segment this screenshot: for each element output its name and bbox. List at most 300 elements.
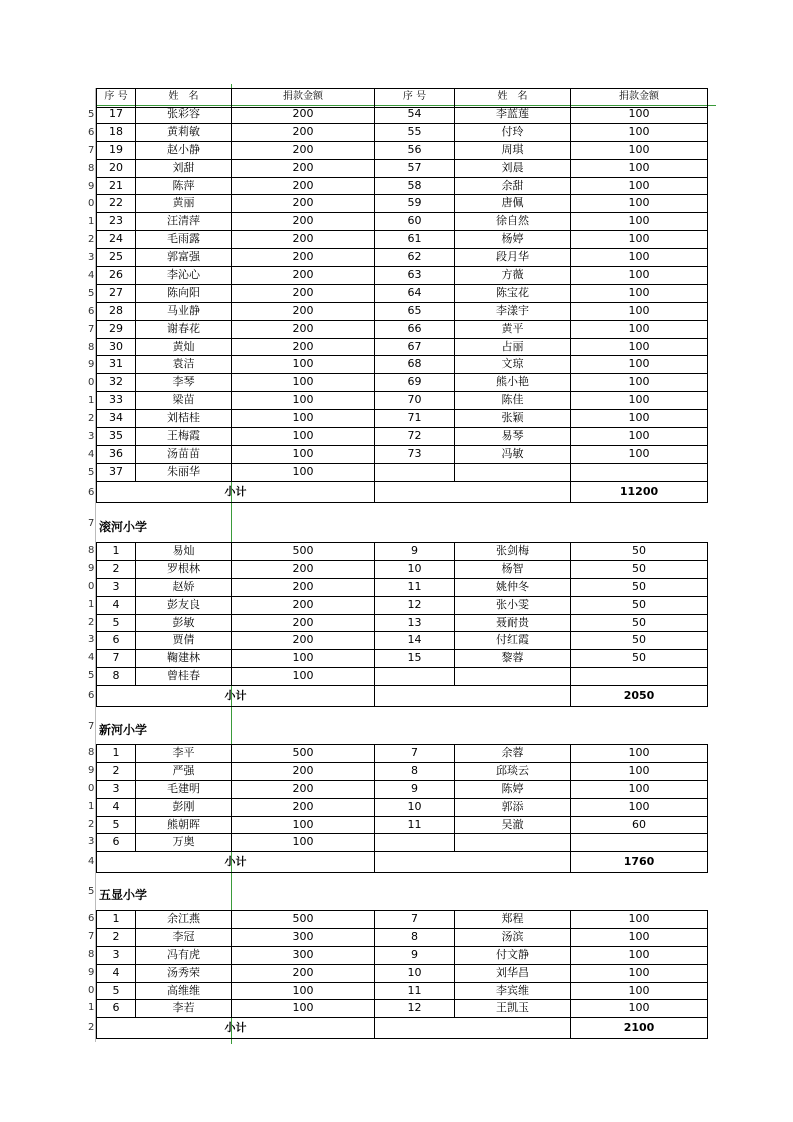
name-cell-2: 邱琰云	[455, 763, 571, 780]
seq-cell-2: 60	[375, 213, 455, 230]
amount-cell-2: 100	[571, 745, 708, 762]
name-cell: 陈向阳	[136, 285, 232, 302]
header-seq: 序 号	[96, 89, 136, 107]
amount-cell-2	[571, 668, 708, 685]
amount-cell-2: 50	[571, 597, 708, 614]
seq-cell-2: 10	[375, 561, 455, 578]
table-row	[96, 817, 708, 835]
table-row	[96, 947, 708, 965]
name-cell: 彭友良	[136, 597, 232, 614]
row-number: 4	[88, 448, 95, 460]
name-cell-2: 陈宝花	[455, 285, 571, 302]
name-cell-2: 陈佳	[455, 392, 571, 409]
seq-cell: 33	[96, 392, 136, 409]
seq-cell: 1	[96, 911, 136, 928]
table-row	[96, 178, 708, 196]
table-row	[96, 392, 708, 410]
seq-cell-2: 7	[375, 911, 455, 928]
row-number: 6	[88, 913, 95, 924]
seq-cell: 29	[96, 321, 136, 338]
name-cell-2: 姚仲冬	[455, 579, 571, 596]
subtotal-spacer	[375, 852, 571, 872]
amount-cell: 200	[232, 213, 375, 230]
seq-cell: 27	[96, 285, 136, 302]
name-cell-2: 李蓝莲	[455, 106, 571, 123]
name-cell-2: 黄平	[455, 321, 571, 338]
table-row	[96, 543, 708, 561]
row-number: 4	[88, 652, 95, 664]
seq-cell: 1	[96, 745, 136, 762]
seq-cell: 35	[96, 428, 136, 445]
amount-cell-2: 50	[571, 579, 708, 596]
amount-cell: 200	[232, 632, 375, 649]
seq-cell-2: 8	[375, 763, 455, 780]
seq-cell: 17	[96, 106, 136, 123]
amount-cell: 200	[232, 615, 375, 632]
amount-cell-2: 100	[571, 339, 708, 356]
table-row	[96, 428, 708, 446]
table-row	[96, 124, 708, 142]
row-numbers-2	[88, 542, 96, 706]
subtotal-row	[96, 1018, 708, 1039]
seq-cell-2: 63	[375, 267, 455, 284]
table-row	[96, 339, 708, 357]
seq-cell-2: 10	[375, 799, 455, 816]
row-number: 8	[88, 341, 95, 353]
name-cell: 黄灿	[136, 339, 232, 356]
amount-cell: 200	[232, 597, 375, 614]
name-cell-2	[455, 464, 571, 481]
subtotal-spacer	[375, 482, 571, 502]
table-row	[96, 632, 708, 650]
seq-cell: 23	[96, 213, 136, 230]
table-row	[96, 303, 708, 321]
name-cell-2: 杨智	[455, 561, 571, 578]
name-cell-2: 余蓉	[455, 745, 571, 762]
row-number: 3	[88, 836, 95, 848]
subtotal-row	[96, 686, 708, 707]
row-number: 7	[88, 144, 95, 156]
amount-cell-2: 100	[571, 321, 708, 338]
row-number: 7	[88, 518, 95, 529]
subtotal-spacer	[375, 1018, 571, 1038]
name-cell-2: 易琴	[455, 428, 571, 445]
table-row	[96, 561, 708, 579]
seq-cell: 5	[96, 817, 136, 834]
row-number: 5	[88, 670, 95, 682]
seq-cell: 6	[96, 632, 136, 649]
name-cell: 冯有虎	[136, 947, 232, 964]
amount-cell-2: 60	[571, 817, 708, 834]
name-cell: 毛建明	[136, 781, 232, 798]
header-amount-2: 捐款金额	[571, 89, 708, 107]
seq-cell-2: 12	[375, 597, 455, 614]
amount-cell-2: 100	[571, 446, 708, 463]
name-cell-2: 刘华昌	[455, 965, 571, 982]
amount-cell-2: 100	[571, 410, 708, 427]
seq-cell-2: 71	[375, 410, 455, 427]
name-cell-2: 付玲	[455, 124, 571, 141]
table-row	[96, 231, 708, 249]
seq-cell: 4	[96, 799, 136, 816]
seq-cell-2: 61	[375, 231, 455, 248]
name-cell-2: 付红霞	[455, 632, 571, 649]
row-number: 6	[88, 690, 95, 702]
subtotal-label: 小计	[96, 852, 375, 872]
name-cell: 王梅霞	[136, 428, 232, 445]
name-cell-2: 熊小艳	[455, 374, 571, 391]
seq-cell: 31	[96, 356, 136, 373]
subtotal-row	[96, 852, 708, 873]
seq-cell-2: 68	[375, 356, 455, 373]
row-number: 9	[88, 562, 95, 574]
amount-cell: 200	[232, 285, 375, 302]
name-cell: 汤秀荣	[136, 965, 232, 982]
section-4-table	[96, 910, 708, 1039]
table-row	[96, 983, 708, 1001]
seq-cell-2: 9	[375, 947, 455, 964]
seq-cell: 25	[96, 249, 136, 266]
amount-cell: 200	[232, 231, 375, 248]
row-numbers-4	[88, 910, 96, 1038]
name-cell: 马业静	[136, 303, 232, 320]
amount-cell-2: 100	[571, 929, 708, 946]
seq-cell-2: 11	[375, 817, 455, 834]
amount-cell-2: 100	[571, 160, 708, 177]
amount-cell-2	[571, 464, 708, 481]
seq-cell-2: 56	[375, 142, 455, 159]
seq-cell: 3	[96, 781, 136, 798]
amount-cell-2: 100	[571, 285, 708, 302]
seq-cell: 7	[96, 650, 136, 667]
name-cell-2: 周琪	[455, 142, 571, 159]
subtotal-label: 小计	[96, 1018, 375, 1038]
amount-cell: 100	[232, 668, 375, 685]
row-number: 1	[88, 800, 95, 812]
seq-cell-2: 73	[375, 446, 455, 463]
name-cell: 朱丽华	[136, 464, 232, 481]
row-number: 2	[88, 234, 95, 246]
amount-cell: 100	[232, 983, 375, 1000]
amount-cell-2: 100	[571, 231, 708, 248]
table-row	[96, 799, 708, 817]
table-row	[96, 285, 708, 303]
seq-cell: 8	[96, 668, 136, 685]
row-number: 5	[88, 109, 95, 120]
table-row	[96, 834, 708, 852]
amount-cell-2: 100	[571, 267, 708, 284]
row-number: 1	[88, 1002, 95, 1014]
name-cell: 汪清萍	[136, 213, 232, 230]
seq-cell-2	[375, 668, 455, 685]
row-number: 8	[88, 948, 95, 960]
row-number: 3	[88, 431, 95, 443]
name-cell: 刘桔桂	[136, 410, 232, 427]
amount-cell: 200	[232, 267, 375, 284]
table-row	[96, 668, 708, 686]
subtotal-value: 2050	[571, 686, 708, 706]
amount-cell: 100	[232, 817, 375, 834]
name-cell: 李平	[136, 745, 232, 762]
row-number: 0	[88, 782, 95, 794]
row-number: 6	[88, 486, 95, 498]
seq-cell-2: 65	[375, 303, 455, 320]
amount-cell: 500	[232, 745, 375, 762]
row-numbers-3	[88, 744, 96, 872]
subtotal-row	[96, 482, 708, 503]
amount-cell: 100	[232, 446, 375, 463]
amount-cell-2: 100	[571, 195, 708, 212]
row-number: 0	[88, 377, 95, 389]
seq-cell-2: 67	[375, 339, 455, 356]
name-cell: 刘甜	[136, 160, 232, 177]
name-cell: 熊朝晖	[136, 817, 232, 834]
seq-cell: 19	[96, 142, 136, 159]
amount-cell-2: 50	[571, 615, 708, 632]
seq-cell-2: 9	[375, 781, 455, 798]
row-number: 9	[88, 764, 95, 776]
amount-cell: 500	[232, 543, 375, 560]
table-row	[96, 160, 708, 178]
name-cell-2: 张颖	[455, 410, 571, 427]
seq-cell: 32	[96, 374, 136, 391]
row-number: 7	[88, 930, 95, 942]
seq-cell: 28	[96, 303, 136, 320]
amount-cell: 200	[232, 965, 375, 982]
amount-cell-2: 100	[571, 392, 708, 409]
amount-cell: 200	[232, 124, 375, 141]
name-cell-2: 徐自然	[455, 213, 571, 230]
amount-cell-2: 100	[571, 947, 708, 964]
seq-cell-2: 62	[375, 249, 455, 266]
amount-cell: 200	[232, 339, 375, 356]
seq-cell-2: 8	[375, 929, 455, 946]
seq-cell: 6	[96, 1000, 136, 1017]
amount-cell-2: 50	[571, 650, 708, 667]
table-row	[96, 1000, 708, 1018]
seq-cell: 30	[96, 339, 136, 356]
row-number: 5	[88, 287, 95, 299]
subtotal-value: 11200	[571, 482, 708, 502]
row-numbers-1	[88, 106, 96, 503]
amount-cell-2: 100	[571, 374, 708, 391]
section-title-2: 滚河小学	[99, 520, 148, 534]
amount-cell-2: 50	[571, 632, 708, 649]
row-number: 3	[88, 634, 95, 646]
row-number: 0	[88, 580, 95, 592]
amount-cell: 100	[232, 650, 375, 667]
seq-cell-2: 10	[375, 965, 455, 982]
row-number: 2	[88, 413, 95, 425]
name-cell-2: 王凯玉	[455, 1000, 571, 1017]
name-cell-2: 冯敏	[455, 446, 571, 463]
row-number: 4	[88, 856, 95, 868]
seq-cell-2: 11	[375, 983, 455, 1000]
seq-cell: 22	[96, 195, 136, 212]
subtotal-label: 小计	[96, 482, 375, 502]
name-cell-2: 陈婷	[455, 781, 571, 798]
name-cell: 赵小静	[136, 142, 232, 159]
row-number: 1	[88, 598, 95, 610]
name-cell-2: 汤滨	[455, 929, 571, 946]
amount-cell: 100	[232, 834, 375, 851]
row-number: 1	[88, 216, 95, 228]
table-row	[96, 249, 708, 267]
table-row	[96, 195, 708, 213]
name-cell-2: 李漾宇	[455, 303, 571, 320]
seq-cell: 36	[96, 446, 136, 463]
amount-cell: 200	[232, 781, 375, 798]
seq-cell: 37	[96, 464, 136, 481]
name-cell-2	[455, 668, 571, 685]
name-cell: 余江燕	[136, 911, 232, 928]
seq-cell: 2	[96, 929, 136, 946]
name-cell-2: 占丽	[455, 339, 571, 356]
amount-cell: 100	[232, 374, 375, 391]
amount-cell: 300	[232, 929, 375, 946]
table-row	[96, 745, 708, 763]
row-number: 2	[88, 818, 95, 830]
amount-cell: 100	[232, 392, 375, 409]
seq-cell: 18	[96, 124, 136, 141]
amount-cell-2: 100	[571, 983, 708, 1000]
table-row	[96, 446, 708, 464]
amount-cell: 200	[232, 321, 375, 338]
table-row	[96, 142, 708, 160]
amount-cell-2: 100	[571, 763, 708, 780]
seq-cell-2: 13	[375, 615, 455, 632]
section-1-table	[96, 106, 708, 503]
row-number: 2	[88, 616, 95, 628]
header-seq-2: 序 号	[375, 89, 455, 107]
table-row	[96, 321, 708, 339]
subtotal-label: 小计	[96, 686, 375, 706]
table-row	[96, 374, 708, 392]
name-cell: 梁苗	[136, 392, 232, 409]
amount-cell: 200	[232, 763, 375, 780]
amount-cell-2: 100	[571, 124, 708, 141]
amount-cell-2: 100	[571, 428, 708, 445]
table-row	[96, 911, 708, 929]
row-number: 8	[88, 747, 95, 758]
row-number: 6	[88, 305, 95, 317]
amount-cell-2: 100	[571, 1000, 708, 1017]
row-number: 2	[88, 1022, 95, 1034]
row-number: 1	[88, 395, 95, 407]
name-cell: 严强	[136, 763, 232, 780]
seq-cell: 2	[96, 763, 136, 780]
name-cell: 汤苗苗	[136, 446, 232, 463]
row-number: 5	[88, 886, 95, 897]
name-cell-2: 张小雯	[455, 597, 571, 614]
name-cell-2: 余甜	[455, 178, 571, 195]
table-row	[96, 464, 708, 482]
amount-cell-2: 100	[571, 911, 708, 928]
seq-cell: 26	[96, 267, 136, 284]
name-cell: 彭敏	[136, 615, 232, 632]
row-number: 9	[88, 180, 95, 192]
name-cell-2: 张剑梅	[455, 543, 571, 560]
name-cell: 毛雨露	[136, 231, 232, 248]
table-row	[96, 650, 708, 668]
seq-cell-2: 9	[375, 543, 455, 560]
amount-cell: 100	[232, 428, 375, 445]
seq-cell-2	[375, 464, 455, 481]
subtotal-value: 1760	[571, 852, 708, 872]
amount-cell: 100	[232, 464, 375, 481]
name-cell: 张彩容	[136, 106, 232, 123]
seq-cell: 4	[96, 597, 136, 614]
row-number: 9	[88, 359, 95, 371]
section-title-4: 五显小学	[99, 888, 148, 902]
amount-cell-2	[571, 834, 708, 851]
amount-cell: 200	[232, 195, 375, 212]
seq-cell-2: 64	[375, 285, 455, 302]
seq-cell-2: 11	[375, 579, 455, 596]
header-name: 姓 名	[136, 89, 232, 107]
seq-cell: 1	[96, 543, 136, 560]
row-number: 4	[88, 270, 95, 282]
seq-cell-2: 57	[375, 160, 455, 177]
seq-cell-2: 72	[375, 428, 455, 445]
seq-cell: 34	[96, 410, 136, 427]
name-cell: 赵娇	[136, 579, 232, 596]
amount-cell: 200	[232, 579, 375, 596]
seq-cell-2: 55	[375, 124, 455, 141]
amount-cell: 200	[232, 106, 375, 123]
table-row	[96, 763, 708, 781]
amount-cell-2: 100	[571, 213, 708, 230]
amount-cell-2: 100	[571, 799, 708, 816]
amount-cell: 100	[232, 1000, 375, 1017]
name-cell: 高维维	[136, 983, 232, 1000]
seq-cell-2: 58	[375, 178, 455, 195]
row-number: 0	[88, 198, 95, 210]
name-cell: 万奥	[136, 834, 232, 851]
seq-cell: 5	[96, 615, 136, 632]
seq-cell: 3	[96, 947, 136, 964]
name-cell: 彭刚	[136, 799, 232, 816]
amount-cell: 200	[232, 561, 375, 578]
amount-cell-2: 100	[571, 781, 708, 798]
amount-cell-2: 100	[571, 142, 708, 159]
seq-cell: 20	[96, 160, 136, 177]
row-number: 6	[88, 126, 95, 138]
table-row	[96, 410, 708, 428]
row-number: 8	[88, 545, 95, 556]
name-cell-2: 杨婷	[455, 231, 571, 248]
name-cell: 李琴	[136, 374, 232, 391]
seq-cell-2: 54	[375, 106, 455, 123]
seq-cell-2: 70	[375, 392, 455, 409]
header-name-2: 姓 名	[455, 89, 571, 107]
table-row	[96, 781, 708, 799]
row-number: 7	[88, 721, 95, 732]
amount-cell: 300	[232, 947, 375, 964]
name-cell: 袁洁	[136, 356, 232, 373]
seq-cell-2: 7	[375, 745, 455, 762]
row-number: 3	[88, 252, 95, 264]
row-number: 0	[88, 984, 95, 996]
amount-cell-2: 100	[571, 249, 708, 266]
amount-cell-2: 100	[571, 106, 708, 123]
name-cell-2: 郭添	[455, 799, 571, 816]
name-cell-2: 刘晨	[455, 160, 571, 177]
row-number: 5	[88, 466, 95, 478]
seq-cell-2: 15	[375, 650, 455, 667]
subtotal-value: 2100	[571, 1018, 708, 1038]
name-cell: 谢春花	[136, 321, 232, 338]
